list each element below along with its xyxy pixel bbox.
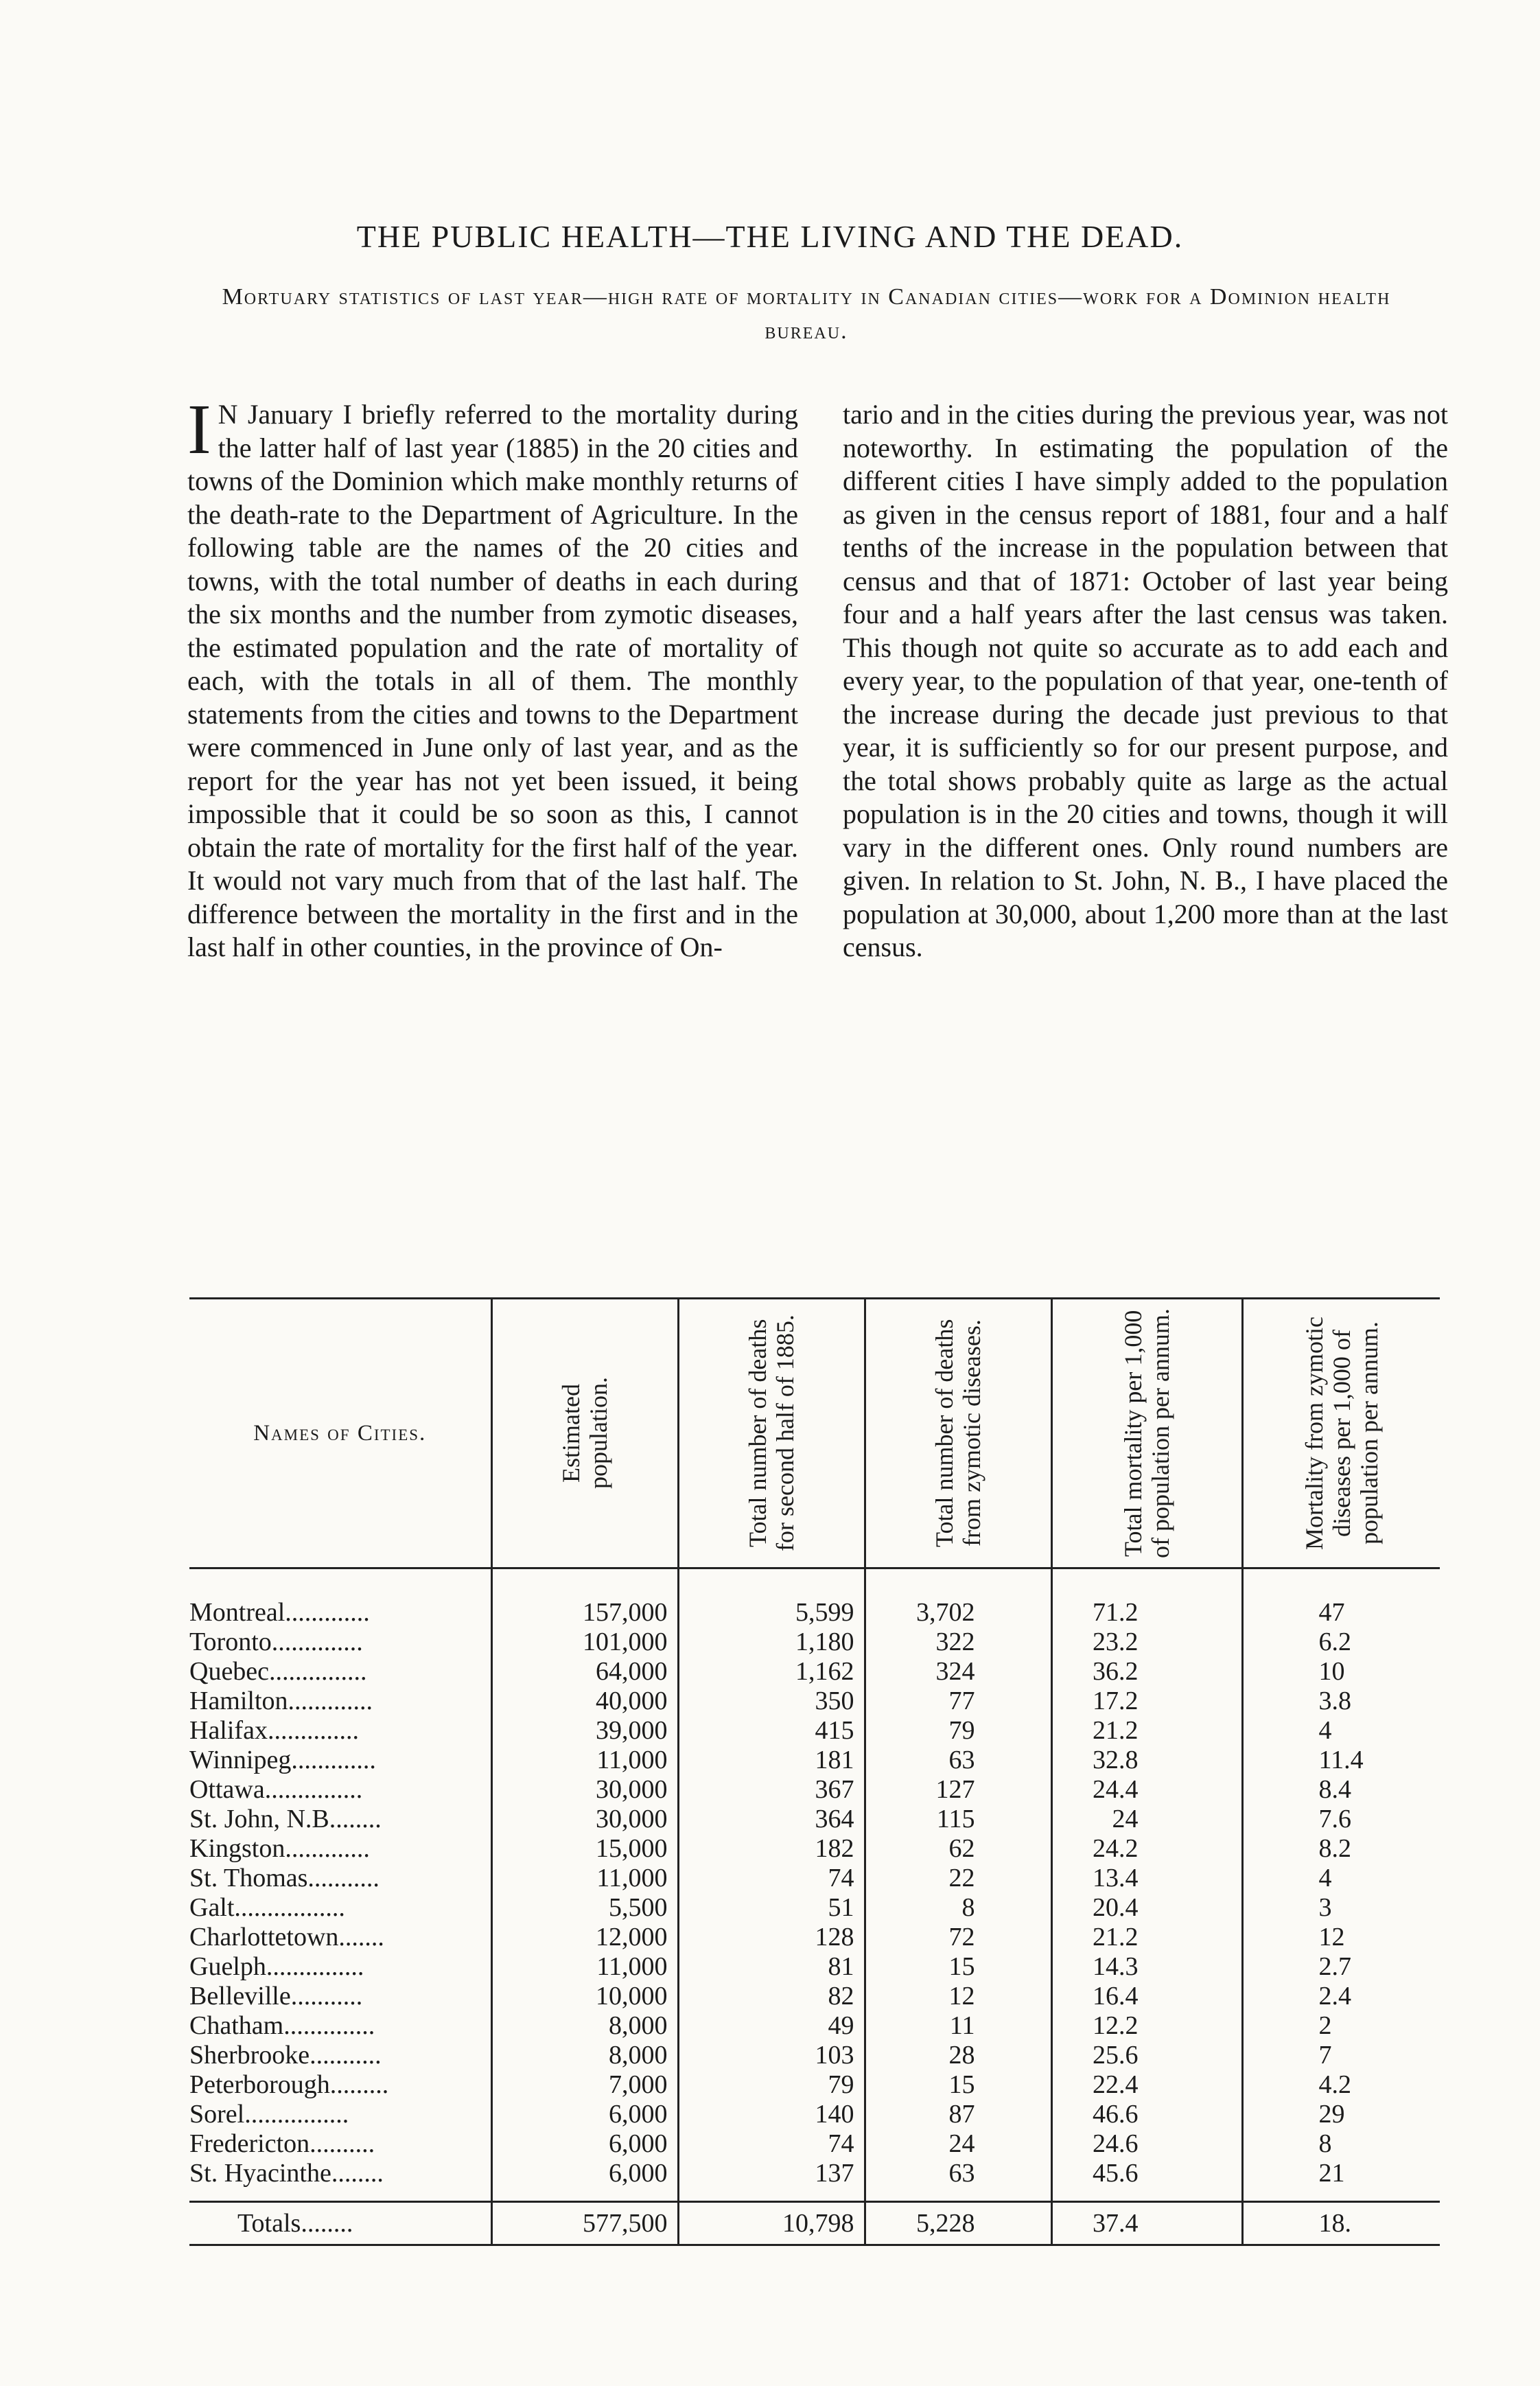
population: 40,000 [491, 1687, 678, 1716]
table-row [189, 2100, 1440, 2129]
zymotic-deaths: 8 [865, 1893, 1051, 1923]
zymotic-deaths: 79 [865, 1716, 1051, 1746]
table-row [189, 2041, 1440, 2070]
mortality-rate: 16.4 [1051, 1982, 1242, 2011]
deaths: 140 [678, 2100, 865, 2129]
population: 6,000 [491, 2159, 678, 2202]
mortality-rate: 21.2 [1051, 1923, 1242, 1952]
mortality-rate: 14.3 [1051, 1952, 1242, 1982]
city-name: Quebec............... [189, 1657, 367, 1686]
totals-row [189, 2202, 1440, 2245]
mortality-rate: 25.6 [1051, 2041, 1242, 2070]
population: 8,000 [491, 2011, 678, 2041]
deaths: 81 [678, 1952, 865, 1982]
zymotic-rate: 10 [1242, 1657, 1440, 1687]
city-name: Belleville........... [189, 1982, 363, 2011]
zymotic-rate: 2.7 [1242, 1952, 1440, 1982]
table-row [189, 1775, 1440, 1805]
zymotic-deaths: 63 [865, 2159, 1051, 2202]
population: 11,000 [491, 1864, 678, 1893]
table-row [189, 1923, 1440, 1952]
right-column [843, 398, 1448, 964]
zymotic-rate: 4.2 [1242, 2070, 1440, 2100]
table-header-row [189, 1299, 1440, 1568]
deaths: 79 [678, 2070, 865, 2100]
population: 11,000 [491, 1746, 678, 1775]
zymotic-deaths: 15 [865, 1952, 1051, 1982]
population: 30,000 [491, 1775, 678, 1805]
zymotic-rate: 7 [1242, 2041, 1440, 2070]
deaths: 128 [678, 1923, 865, 1952]
deaths: 82 [678, 1982, 865, 2011]
mortality-rate: 32.8 [1051, 1746, 1242, 1775]
table-row [189, 2011, 1440, 2041]
table-row [189, 1952, 1440, 1982]
mortality-rate: 24 [1051, 1805, 1242, 1834]
header-total-deaths: Total number of deaths for second half of 1885. [678, 1299, 865, 1568]
mortality-rate: 36.2 [1051, 1657, 1242, 1687]
zymotic-deaths: 15 [865, 2070, 1051, 2100]
zymotic-rate: 3 [1242, 1893, 1440, 1923]
population: 5,500 [491, 1893, 678, 1923]
zymotic-deaths: 28 [865, 2041, 1051, 2070]
table-body [189, 1568, 1440, 2202]
zymotic-rate: 7.6 [1242, 1805, 1440, 1834]
population: 157,000 [491, 1568, 678, 1628]
mortality-rate: 24.4 [1051, 1775, 1242, 1805]
mortality-rate: 17.2 [1051, 1687, 1242, 1716]
zymotic-deaths: 3,702 [865, 1568, 1051, 1628]
city-name: Hamilton............. [189, 1687, 373, 1715]
table-row [189, 1568, 1440, 1628]
drop-cap: I [187, 390, 211, 469]
totals-label: Totals........ [189, 2202, 491, 2245]
mortality-rate: 71.2 [1051, 1568, 1242, 1628]
mortality-rate: 46.6 [1051, 2100, 1242, 2129]
totals-deaths: 10,798 [678, 2202, 865, 2245]
zymotic-rate: 2 [1242, 2011, 1440, 2041]
population: 12,000 [491, 1923, 678, 1952]
population: 8,000 [491, 2041, 678, 2070]
left-column [187, 390, 798, 964]
table-row [189, 2070, 1440, 2100]
mortality-rate: 22.4 [1051, 2070, 1242, 2100]
mortality-rate: 12.2 [1051, 2011, 1242, 2041]
zymotic-deaths: 127 [865, 1775, 1051, 1805]
zymotic-deaths: 72 [865, 1923, 1051, 1952]
population: 10,000 [491, 1982, 678, 2011]
zymotic-rate: 21 [1242, 2159, 1440, 2202]
zymotic-rate: 8.4 [1242, 1775, 1440, 1805]
deaths: 5,599 [678, 1568, 865, 1628]
zymotic-deaths: 62 [865, 1834, 1051, 1864]
right-column-text: tario and in the cities during the previous year, was not noteworthy. In estimating the population of the different cities I have simply added to the population as given in the census report of 1881, four and a half tenths of the increase in the population between that census and that of 1871: October of last year being four and a half years after the last census was taken. This though not quite so accurate as to add each and every year, to the population of that year, one-tenth of the increase during the decade just previous to that year, it is sufficiently so for our present purpose, and the total shows probably quite as large as the actual population is in the 20 cities and towns, though it will vary in the different ones. Only round numbers are given. In relation to St. John, N. B., I have placed the population at 30,000, about 1,200 more than at the last census. [843, 399, 1448, 962]
zymotic-rate: 4 [1242, 1864, 1440, 1893]
population: 7,000 [491, 2070, 678, 2100]
city-name: Sorel................ [189, 2100, 349, 2129]
city-name: Guelph............... [189, 1952, 364, 1981]
mortality-rate: 45.6 [1051, 2159, 1242, 2202]
header-total-mortality-rate: Total mortality per 1,000 of population per annum. [1051, 1299, 1242, 1568]
zymotic-deaths: 63 [865, 1746, 1051, 1775]
zymotic-deaths: 322 [865, 1628, 1051, 1657]
zymotic-rate: 8 [1242, 2129, 1440, 2159]
deaths: 49 [678, 2011, 865, 2041]
zymotic-rate: 11.4 [1242, 1746, 1440, 1775]
deaths: 103 [678, 2041, 865, 2070]
table-row [189, 1805, 1440, 1834]
zymotic-deaths: 324 [865, 1657, 1051, 1687]
deaths: 51 [678, 1893, 865, 1923]
zymotic-deaths: 24 [865, 2129, 1051, 2159]
city-name: Halifax.............. [189, 1716, 359, 1745]
zymotic-deaths: 11 [865, 2011, 1051, 2041]
city-name: Kingston............. [189, 1834, 370, 1863]
population: 64,000 [491, 1657, 678, 1687]
table-row [189, 1834, 1440, 1864]
city-name: Peterborough......... [189, 2070, 389, 2099]
mortality-rate: 13.4 [1051, 1864, 1242, 1893]
city-name: Montreal............. [189, 1598, 370, 1627]
population: 15,000 [491, 1834, 678, 1864]
city-name: Toronto.............. [189, 1628, 363, 1656]
deaths: 182 [678, 1834, 865, 1864]
article-subtitle: Mortuary statistics of last year—high rate of mortality in Canadian cities—work for a Dominion health bureau. [222, 284, 1391, 344]
deaths: 415 [678, 1716, 865, 1746]
city-name: Winnipeg............. [189, 1746, 376, 1774]
mortality-rate: 20.4 [1051, 1893, 1242, 1923]
table-row [189, 1893, 1440, 1923]
zymotic-deaths: 12 [865, 1982, 1051, 2011]
city-name: Galt................. [189, 1893, 345, 1922]
city-name: St. Hyacinthe........ [189, 2159, 384, 2188]
zymotic-rate: 4 [1242, 1716, 1440, 1746]
totals-population: 577,500 [491, 2202, 678, 2245]
deaths: 137 [678, 2159, 865, 2202]
zymotic-deaths: 22 [865, 1864, 1051, 1893]
population: 6,000 [491, 2129, 678, 2159]
mortality-rate: 23.2 [1051, 1628, 1242, 1657]
deaths: 350 [678, 1687, 865, 1716]
mortality-table [189, 1297, 1440, 2246]
population: 101,000 [491, 1628, 678, 1657]
zymotic-deaths: 115 [865, 1805, 1051, 1834]
left-column-text: N January I briefly referred to the mortality during the latter half of last year (1885) in the 20 cities and towns of the Dominion which make monthly returns of the death-rate to the Department of Agriculture. In the following table are the names of the 20 cities and towns, with the total number of deaths in each during the six months and the number from zymotic diseases, the estimated population and the rate of mortality of each, with the totals in all of them. The monthly statements from the cities and towns to the Department were commenced in June only of last year, and as the report for the year has not yet been issued, it being impossible that it could be so soon as this, I cannot obtain the rate of mortality for the first half of the year. It would not vary much from that of the last half. The difference between the mortality in the first and in the last half in other counties, in the province of On- [187, 399, 798, 962]
city-name: Ottawa............... [189, 1775, 363, 1804]
city-name: Chatham.............. [189, 2011, 375, 2040]
city-name: Charlottetown....... [189, 1923, 384, 1951]
population: 39,000 [491, 1716, 678, 1746]
zymotic-rate: 29 [1242, 2100, 1440, 2129]
deaths: 1,180 [678, 1628, 865, 1657]
table-row [189, 1687, 1440, 1716]
totals-zymotic-rate: 18. [1242, 2202, 1440, 2245]
totals-zymotic: 5,228 [865, 2202, 1051, 2245]
deaths: 1,162 [678, 1657, 865, 1687]
deaths: 364 [678, 1805, 865, 1834]
header-estimated-population: Estimated population. [491, 1299, 678, 1568]
header-names-of-cities: Names of Cities. [189, 1299, 491, 1568]
table-row [189, 1982, 1440, 2011]
zymotic-rate: 8.2 [1242, 1834, 1440, 1864]
zymotic-rate: 47 [1242, 1568, 1440, 1628]
article-title: THE PUBLIC HEALTH—THE LIVING AND THE DEAD. [356, 219, 1184, 254]
header-zymotic-deaths: Total number of deaths from zymotic diseases. [865, 1299, 1051, 1568]
city-name: Fredericton.......... [189, 2129, 375, 2158]
zymotic-rate: 3.8 [1242, 1687, 1440, 1716]
table-row [189, 1628, 1440, 1657]
zymotic-rate: 6.2 [1242, 1628, 1440, 1657]
deaths: 367 [678, 1775, 865, 1805]
population: 11,000 [491, 1952, 678, 1982]
table-row [189, 2129, 1440, 2159]
city-name: St. Thomas........... [189, 1864, 380, 1892]
zymotic-deaths: 87 [865, 2100, 1051, 2129]
totals-mortality-rate: 37.4 [1051, 2202, 1242, 2245]
table-row [189, 1864, 1440, 1893]
city-name: Sherbrooke........... [189, 2041, 382, 2070]
table-row [189, 2159, 1440, 2202]
table-row [189, 1657, 1440, 1687]
deaths: 74 [678, 1864, 865, 1893]
header-zymotic-mortality-rate: Mortality from zymotic diseases per 1,000 of population per annum. [1242, 1299, 1440, 1568]
mortality-rate: 21.2 [1051, 1716, 1242, 1746]
zymotic-rate: 2.4 [1242, 1982, 1440, 2011]
deaths: 181 [678, 1746, 865, 1775]
zymotic-rate: 12 [1242, 1923, 1440, 1952]
deaths: 74 [678, 2129, 865, 2159]
city-name: St. John, N.B........ [189, 1805, 382, 1833]
mortality-rate: 24.6 [1051, 2129, 1242, 2159]
zymotic-deaths: 77 [865, 1687, 1051, 1716]
mortality-rate: 24.2 [1051, 1834, 1242, 1864]
population: 30,000 [491, 1805, 678, 1834]
table-row [189, 1716, 1440, 1746]
population: 6,000 [491, 2100, 678, 2129]
table-row [189, 1746, 1440, 1775]
